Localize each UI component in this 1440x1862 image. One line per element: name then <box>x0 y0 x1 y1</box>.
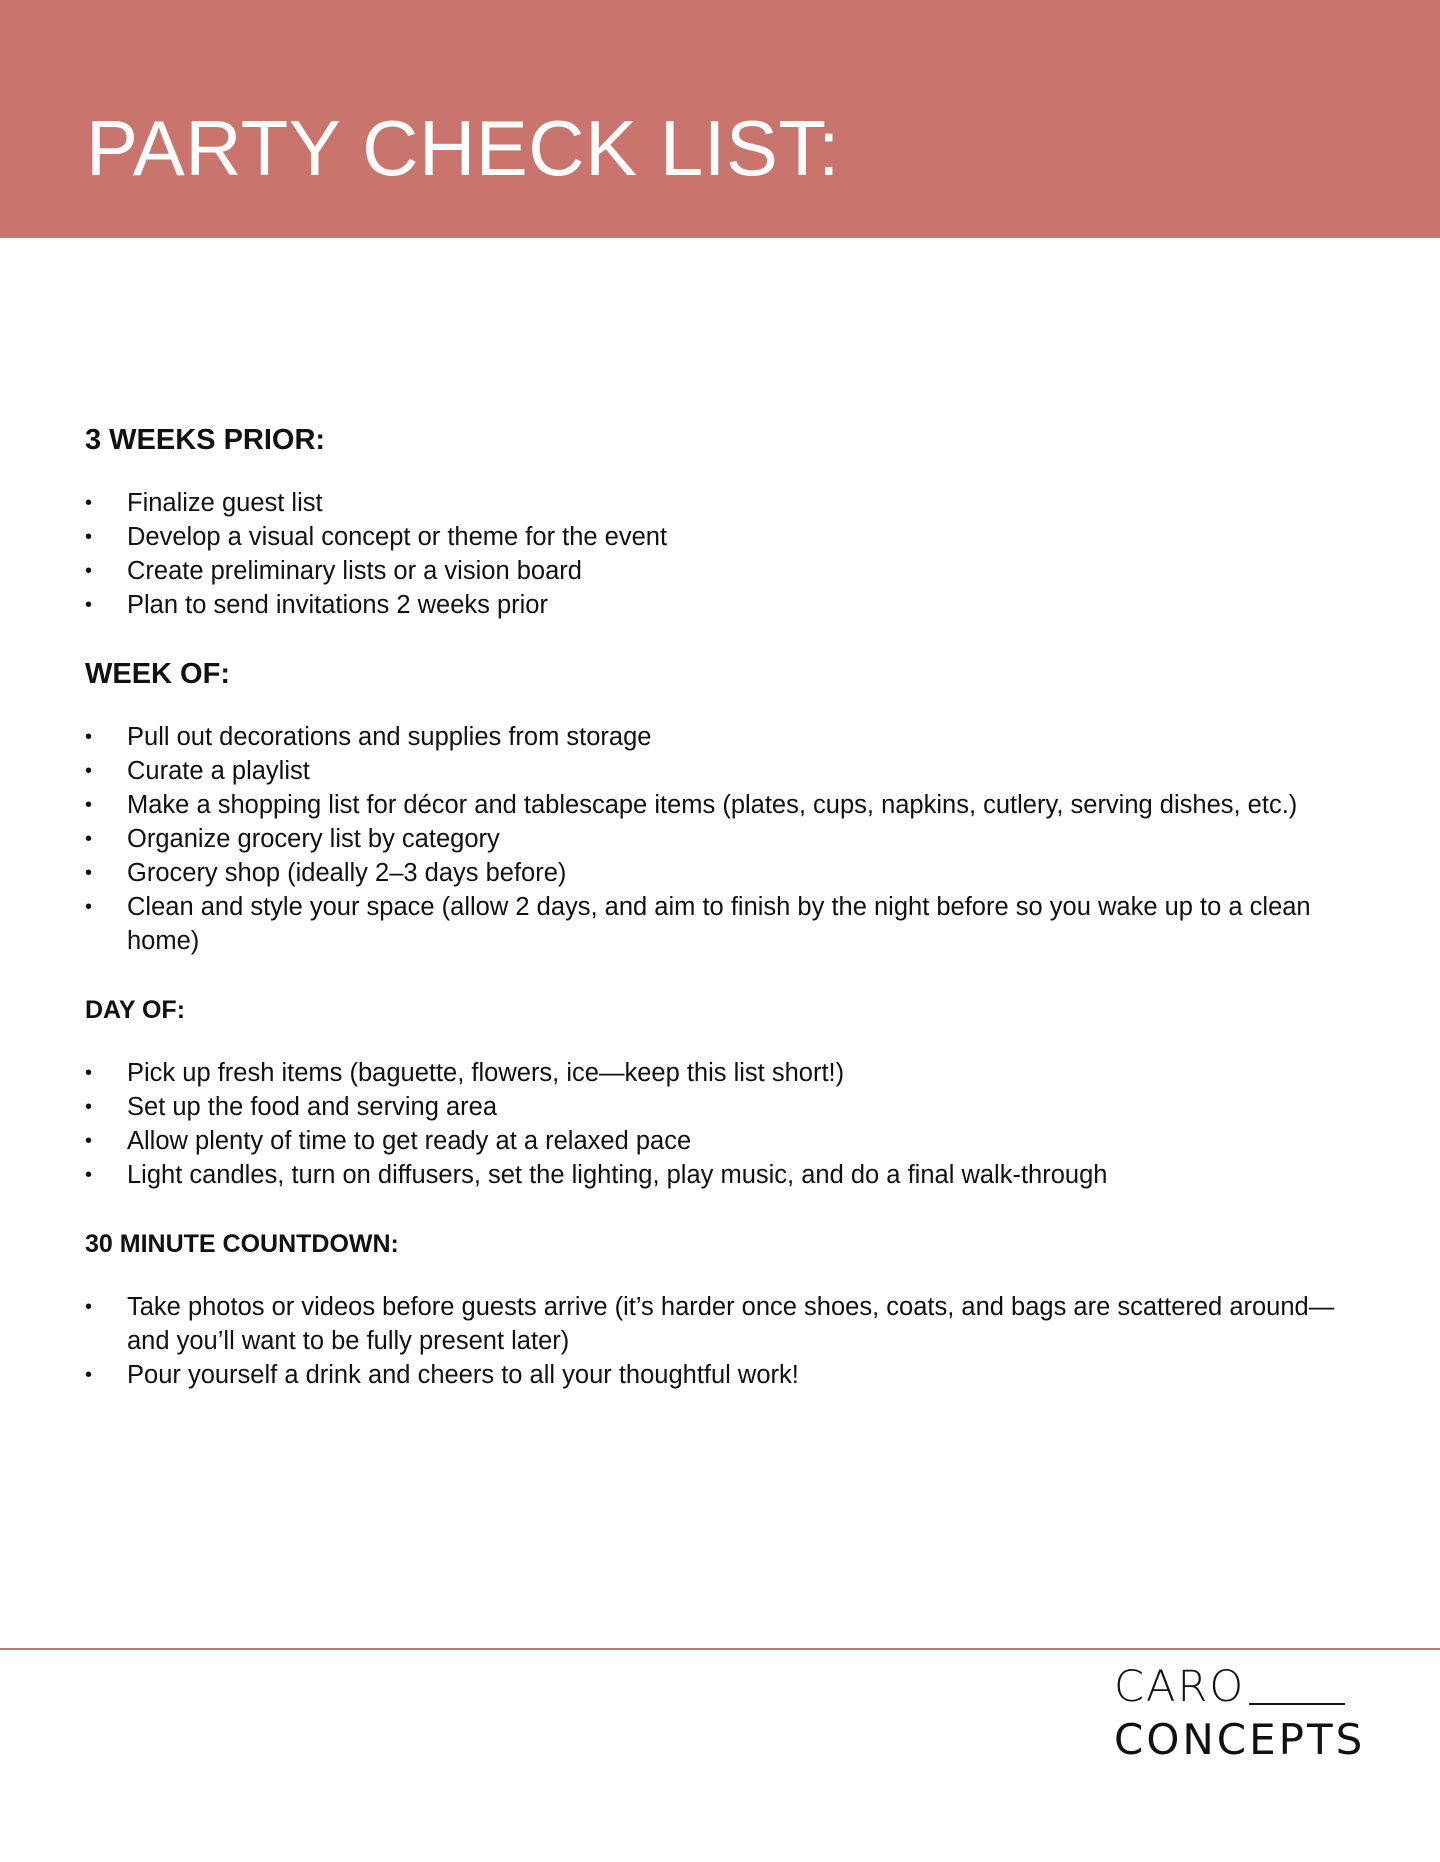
list-item <box>85 754 1375 788</box>
bullet-icon: • <box>85 1130 93 1152</box>
page-title: PARTY CHECK LIST: <box>86 104 841 192</box>
list-item-text: Plan to send invitations 2 weeks prior <box>127 591 548 619</box>
header-band <box>0 0 1440 238</box>
logo-underline <box>1249 1703 1345 1705</box>
section-heading: 3 WEEKS PRIOR: <box>85 424 326 456</box>
list-item-text: Light candles, turn on diffusers, set the lighting, play music, and do a final walk-through <box>127 1161 1108 1189</box>
bullet-icon: • <box>85 594 93 616</box>
list-item <box>85 788 1375 822</box>
checklist <box>85 486 1375 622</box>
bullet-icon: • <box>85 896 93 918</box>
brand-logo <box>1114 1660 1366 1766</box>
list-item <box>85 554 1375 588</box>
section-heading: 30 MINUTE COUNTDOWN: <box>85 1230 399 1258</box>
section-week-of <box>85 652 1375 958</box>
section-heading: WEEK OF: <box>85 658 230 690</box>
section-heading: DAY OF: <box>85 996 186 1024</box>
list-item <box>85 1124 1375 1158</box>
list-item <box>85 1056 1375 1090</box>
checklist <box>85 720 1375 958</box>
bullet-icon: • <box>85 1364 93 1386</box>
list-item-text: Take photos or videos before guests arrive (it’s harder once shoes, coats, and bags are scattered around—and you’ll want to be fully present later) <box>127 1293 1335 1355</box>
bullet-icon: • <box>85 1164 93 1186</box>
list-item <box>85 822 1375 856</box>
list-item-text: Finalize guest list <box>127 489 323 517</box>
list-item <box>85 486 1375 520</box>
logo-wordmark-concepts: CONCEPTS <box>1114 1715 1366 1764</box>
list-item <box>85 520 1375 554</box>
list-item-text: Create preliminary lists or a vision board <box>127 557 582 585</box>
logo-top-row <box>1114 1660 1354 1712</box>
list-item <box>85 588 1375 622</box>
section-day-of <box>85 988 1375 1192</box>
list-item <box>85 890 1375 958</box>
list-item <box>85 856 1375 890</box>
list-item-text: Make a shopping list for décor and tablescape items (plates, cups, napkins, cutlery, serving dishes, etc.) <box>127 791 1298 819</box>
bullet-icon: • <box>85 760 93 782</box>
checklist <box>85 1290 1375 1392</box>
checklist-content <box>85 418 1375 1392</box>
bullet-icon: • <box>85 1296 93 1318</box>
footer-divider <box>0 1648 1440 1650</box>
list-item-text: Set up the food and serving area <box>127 1093 498 1121</box>
bullet-icon: • <box>85 828 93 850</box>
bullet-icon: • <box>85 526 93 548</box>
list-item <box>85 1358 1375 1392</box>
list-item-text: Organize grocery list by category <box>127 825 500 853</box>
list-item <box>85 1090 1375 1124</box>
list-item-text: Allow plenty of time to get ready at a relaxed pace <box>127 1127 692 1155</box>
checklist <box>85 1056 1375 1192</box>
list-item <box>85 720 1375 754</box>
list-item-text: Pull out decorations and supplies from storage <box>127 723 652 751</box>
list-item-text: Pick up fresh items (baguette, flowers, ice—keep this list short!) <box>127 1059 845 1087</box>
list-item-text: Clean and style your space (allow 2 days, and aim to finish by the night before so you wake up to a clean home) <box>127 893 1311 955</box>
list-item <box>85 1290 1375 1358</box>
bullet-icon: • <box>85 1062 93 1084</box>
bullet-icon: • <box>85 492 93 514</box>
bullet-icon: • <box>85 560 93 582</box>
list-item-text: Grocery shop (ideally 2–3 days before) <box>127 859 567 887</box>
section-3-weeks-prior <box>85 418 1375 622</box>
bullet-icon: • <box>85 1096 93 1118</box>
list-item-text: Develop a visual concept or theme for the event <box>127 523 668 551</box>
logo-wordmark-caro: CARO <box>1114 1662 1246 1712</box>
bullet-icon: • <box>85 862 93 884</box>
section-30-minute-countdown <box>85 1222 1375 1392</box>
bullet-icon: • <box>85 794 93 816</box>
list-item-text: Pour yourself a drink and cheers to all your thoughtful work! <box>127 1361 799 1389</box>
bullet-icon: • <box>85 726 93 748</box>
list-item <box>85 1158 1375 1192</box>
list-item-text: Curate a playlist <box>127 757 310 785</box>
